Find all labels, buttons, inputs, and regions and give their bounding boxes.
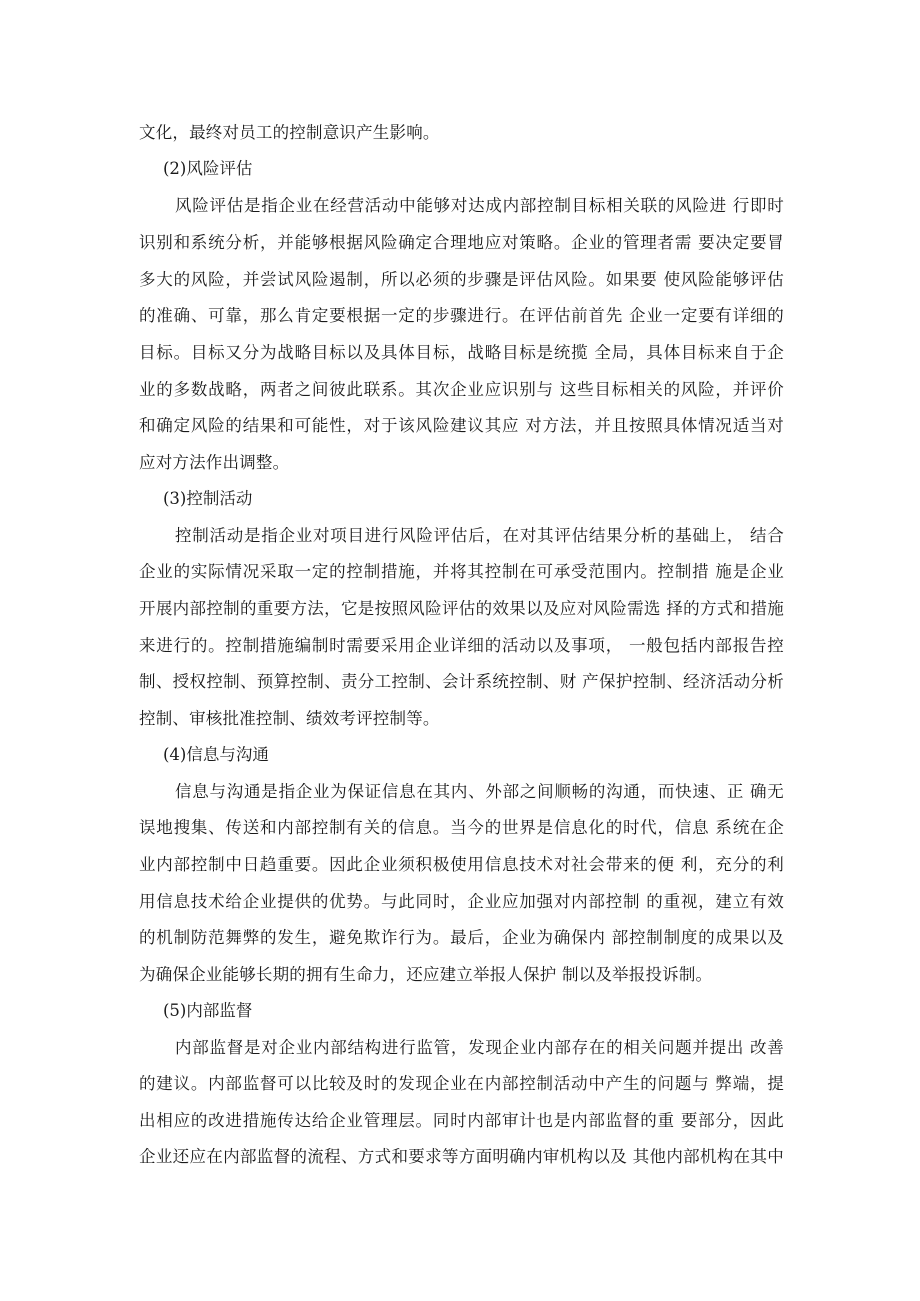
section-heading-risk-assessment: (2)风险评估 (163, 159, 253, 178)
paragraph-line: 控制活动是指企业对项目进行风险评估后，在对其评估结果分析的基础上， 结合 (175, 526, 784, 545)
paragraph-line: 用信息技术给企业提供的优势。与此同时，企业应加强对内部控制 的重视，建立有效 (139, 892, 784, 911)
intro-tail-line: 文化，最终对员工的控制意识产生影响。 (139, 123, 440, 142)
paragraph-line: 开展内部控制的重要方法，它是按照风险评估的效果以及应对风险需选 择的方式和措施 (139, 599, 784, 618)
paragraph-line: 企业还应在内部监督的流程、方式和要求等方面明确内审机构以及 其他内部机构在其中 (139, 1147, 784, 1166)
paragraph-line: 目标。目标又分为战略目标以及具体目标，战略目标是统揽 全局，具体目标来自于企 (139, 343, 784, 362)
paragraph-line: 信息与沟通是指企业为保证信息在其内、外部之间顺畅的沟通，而快速、正 确无 (175, 782, 784, 801)
section-heading-information-communication: (4)信息与沟通 (163, 745, 269, 764)
paragraph-line: 的准确、可靠，那么肯定要根据一定的步骤进行。在评估前首先 企业一定要有详细的 (139, 306, 784, 325)
paragraph-line: 出相应的改进措施传达给企业管理层。同时内部审计也是内部监督的重 要部分，因此 (139, 1111, 784, 1130)
paragraph-line: 制、授权控制、预算控制、责分工控制、会计系统控制、财 产保护控制、经济活动分析 (139, 672, 784, 691)
paragraph-line: 内部监督是对企业内部结构进行监管，发现企业内部存在的相关问题并提出 改善 (175, 1038, 784, 1057)
paragraph-line: 的机制防范舞弊的发生，避免欺诈行为。最后，企业为确保内 部控制制度的成果以及 (139, 928, 784, 947)
paragraph-line: 控制、审核批准控制、绩效考评控制等。 (139, 709, 440, 728)
section-heading-internal-supervision: (5)内部监督 (163, 1001, 253, 1020)
paragraph-line: 来进行的。控制措施编制时需要采用企业详细的活动以及事项， 一般包括内部报告控 (139, 636, 784, 655)
paragraph-line: 风险评估是指企业在经营活动中能够对达成内部控制目标相关联的风险进 行即时 (175, 196, 784, 215)
paragraph-line: 应对方法作出调整。 (139, 453, 290, 472)
paragraph-line: 的建议。内部监督可以比较及时的发现企业在内部控制活动中产生的问题与 弊端，提 (139, 1074, 784, 1093)
paragraph-line: 和确定风险的结果和可能性，对于该风险建议其应 对方法，并且按照具体情况适当对 (139, 416, 784, 435)
paragraph-line: 误地搜集、传送和内部控制有关的信息。当今的世界是信息化的时代，信息 系统在企 (139, 818, 784, 837)
paragraph-line: 业内部控制中日趋重要。因此企业须积极使用信息技术对社会带来的便 利，充分的利 (139, 855, 784, 874)
paragraph-line: 企业的实际情况采取一定的控制措施，并将其控制在可承受范围内。控制措 施是企业 (139, 562, 784, 581)
paragraph-line: 识别和系统分析，并能够根据风险确定合理地应对策略。企业的管理者需 要决定要冒 (139, 233, 784, 252)
paragraph-line: 多大的风险，并尝试风险遏制，所以必须的步骤是评估风险。如果要 使风险能够评估 (139, 270, 784, 289)
paragraph-line: 业的多数战略，两者之间彼此联系。其次企业应识别与 这些目标相关的风险，并评价 (139, 380, 784, 399)
paragraph-line: 为确保企业能够长期的拥有生命力，还应建立举报人保护 制以及举报投诉制。 (139, 965, 713, 984)
section-heading-control-activities: (3)控制活动 (163, 489, 253, 508)
